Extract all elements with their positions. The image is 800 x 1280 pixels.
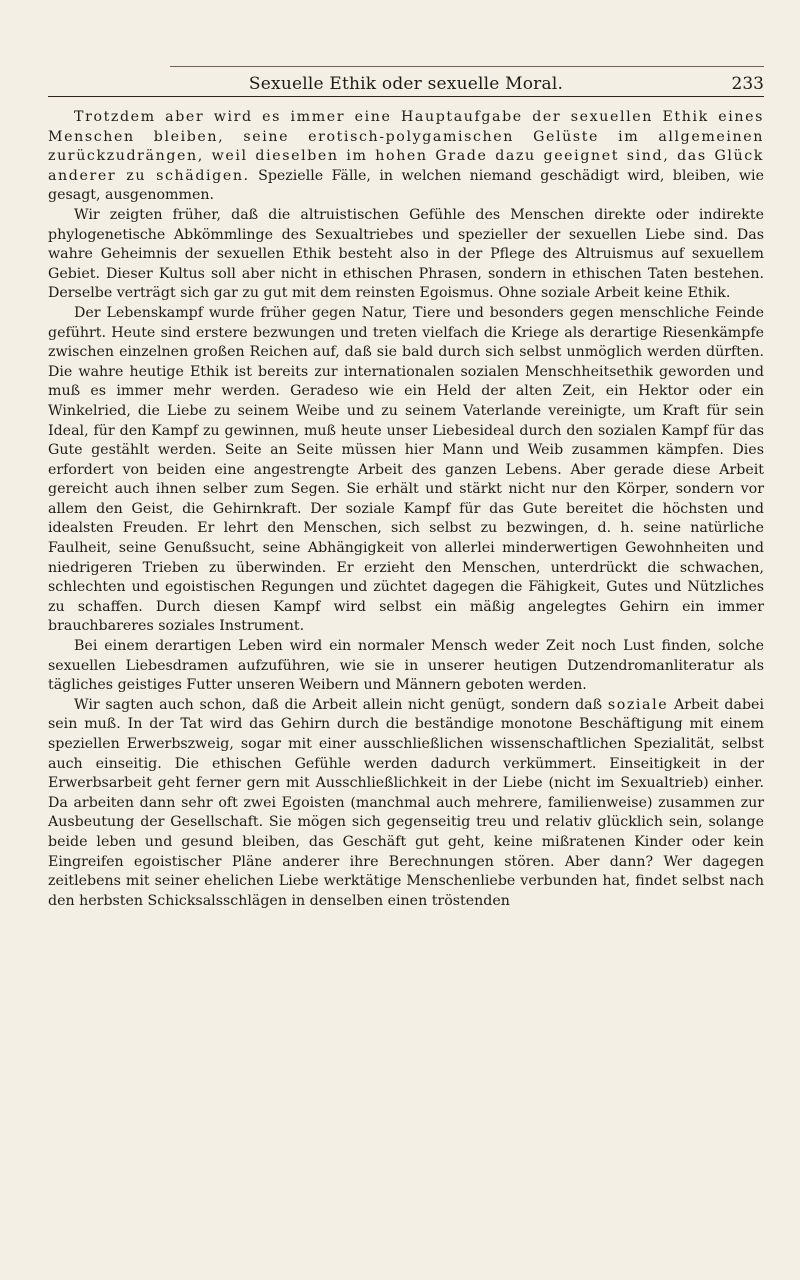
emphasized-text: soziale xyxy=(607,696,669,713)
paragraph-text: Spezielle Fälle, in welchen niemand geschädigt wird, bleiben, wie gesagt, ausgenommen. xyxy=(48,167,764,204)
paragraph-text: Wir sagten auch schon, daß die Arbeit allein nicht genügt, sondern daß xyxy=(74,696,608,713)
paragraph: Der Lebenskampf wurde früher gegen Natur, Tiere und besonders gegen menschliche Feinde geführt. Heute sind ersterе bezwungen und treten vielfach die Kriege als derartige Riesenkämpfe zwischen einzelnen großen Reichen auf, daß sie bald durch sich selbst unmöglich werden dürften. Die wahre heutige Ethik ist bereits zur internationalen sozialen Menschheitsethik geworden und muß es immer mehr werden. Geradeso wie ein Held der alten Zeit, ein Hektor oder ein Winkelried, die Liebe zu seinem Weibe und zu seinem Vaterlande vereinigte, um Kraft für sein Ideal, für den Kampf zu gewinnen, muß heute unser Liebesideal durch den sozialen Kampf für das Gute gestählt werden. Seite an Seite müssen hier Mann und Weib zusammen kämpfen. Dies erfordert von beiden eine angestrengte Arbeit des ganzen Lebens. Aber gerade diese Arbeit gereicht auch ihnen selber zum Segen. Sie erhält und stärkt nicht nur den Körper, sondern vor allem den Geist, die Gehirnkraft. Der soziale Kampf für das Gute bereitet die höchsten und idealsten Freuden. Er lehrt den Menschen, sich selbst zu bezwingen, d. h. seine natürliche Faulheit, seine Genußsucht, seine Abhängigkeit von allerlei minderwertigen Gewohnheiten und niedrigeren Trieben zu überwinden. Er erzieht den Menschen, unterdrückt die schwachen, schlechten und egoistischen Regungen und züchtet dagegen die Fähigkeit, Gutes und Nützliches zu schaffen. Durch diesen Kampf wird selbst ein mäßig angelegtes Gehirn ein immer brauchbareres soziales Instrument. xyxy=(48,304,764,635)
paragraph xyxy=(48,696,764,912)
paragraph xyxy=(48,108,764,206)
running-title: Sexuelle Ethik oder sexuelle Moral. xyxy=(248,74,564,94)
emphasized-text: Trotzdem aber wird es immer eine Hauptaufgabe der sexuellen Ethik eines Menschen bleiben, seine erotisch-polygamischen Gelüste im allgemeinen zurückzudrängen, weil dieselben im hohen Grade dazu geeignet sind, das Glück anderer zu schädigen. xyxy=(48,109,764,184)
paragraph-text: Arbeit dabei sein muß. In der Tat wird das Gehirn durch die beständige monotone Beschäftigung mit einem speziellen Erwerbszweig, sogar mit einer ausschließlichen wissenschaftlichen Spezialität, selbst auch einseitig. Die ethischen Gefühle werden dadurch verkümmert. Einseitigkeit in der Erwerbsarbeit geht ferner gern mit Ausschließlichkeit in der Liebe (nicht im Sexualtrieb) einher. Da arbeiten dann sehr oft zwei Egoisten (manchmal auch mehrere, familienweise) zusammen zur Ausbeutung der Gesellschaft. Sie mögen sich gegenseitig treu und relativ glücklich sein, solange beide leben und gesund bleiben, das Geschäft gut geht, keine mißratenen Kinder oder kein Eingreifen egoistischer Pläne anderer ihre Berechnungen stören. Aber dann? Wer dagegen zeitlebens mit seiner ehelichen Liebe werktätige Menschenliebe verbunden hat, findet selbst nach den herbsten Schicksalsschlägen in denselben einen tröstenden xyxy=(48,696,764,909)
top-rule xyxy=(170,66,764,67)
paragraph: Bei einem derartigen Leben wird ein normaler Mensch weder Zeit noch Lust finden, solche sexuellen Liebesdramen aufzuführen, wie sie in unserer heutigen Dutzendromanliteratur als tägliches geistiges Futter unseren Weibern und Männern geboten werden. xyxy=(48,638,764,694)
page-number: 233 xyxy=(731,74,764,94)
header-rule xyxy=(48,96,764,97)
body-text xyxy=(48,108,764,911)
paragraph: Wir zeigten früher, daß die altruistischen Gefühle des Menschen direkte oder indirekte phylogenetische Abkömmlinge des Sexualtriebes und spezieller der sexuellen Liebe sind. Das wahre Geheimnis der sexuellen Ethik besteht also in der Pflege des Altruismus auf sexuellem Gebiet. Dieser Kultus soll aber nicht in ethischen Phrasen, sondern in ethischen Taten bestehen. Derselbe verträgt sich gar zu gut mit dem reinsten Egoismus. Ohne soziale Arbeit keine Ethik. xyxy=(48,206,764,302)
